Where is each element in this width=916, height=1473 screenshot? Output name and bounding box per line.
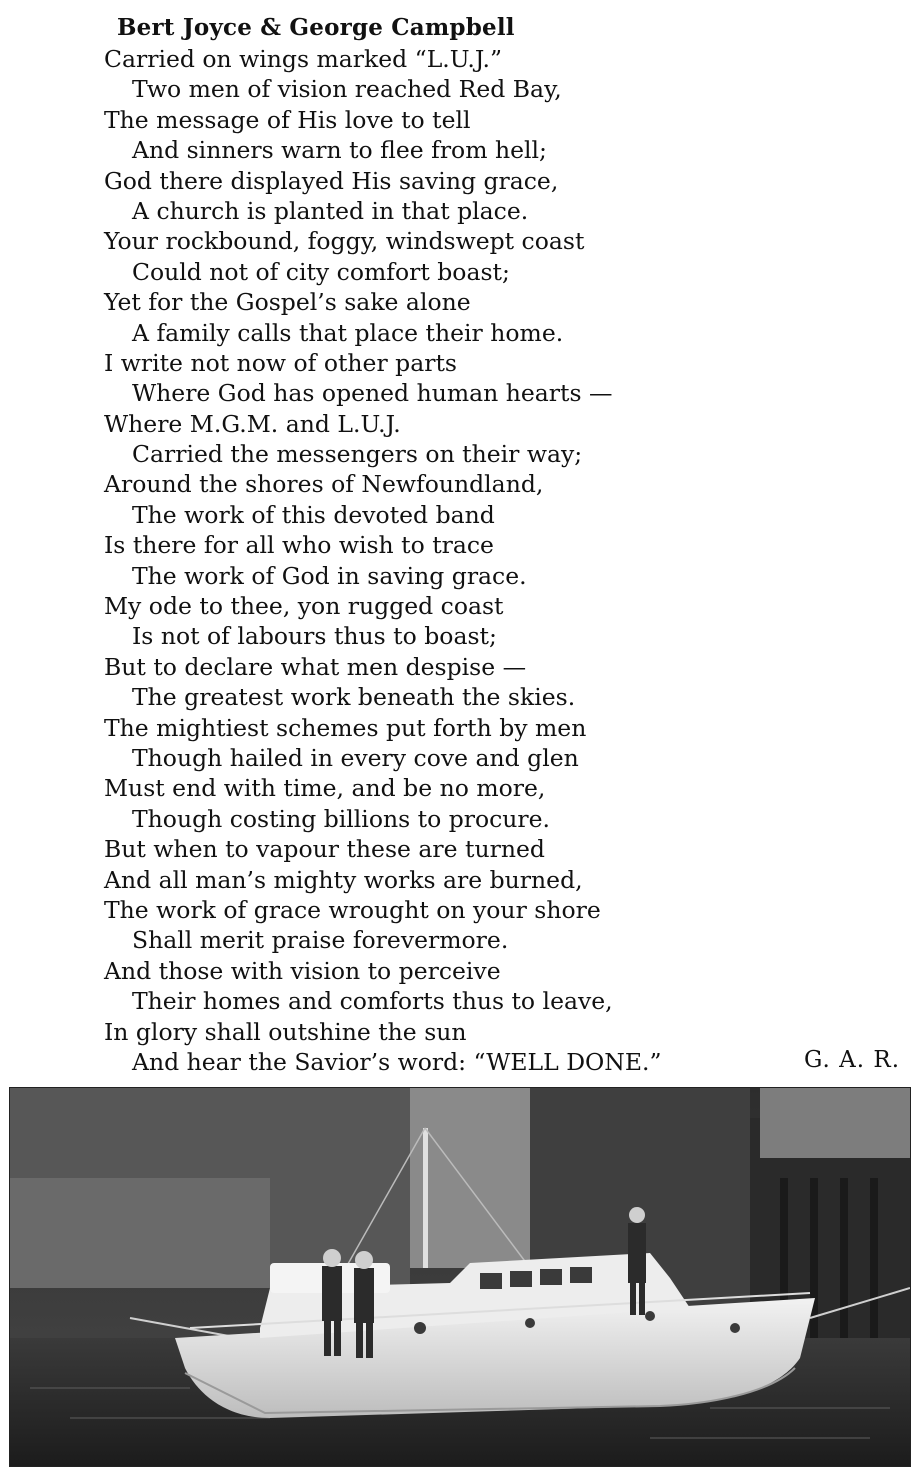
poem-line: I write not now of other parts (104, 348, 457, 377)
poem-line: And sinners warn to flee from hell; (132, 136, 547, 165)
poem-line: The work of this devoted band (132, 500, 495, 529)
poem-line: But to declare what men despise — (104, 652, 527, 681)
poem-line: The work of God in saving grace. (132, 561, 527, 590)
poem-line: Two men of vision reached Red Bay, (132, 75, 562, 104)
poem-line: The message of His love to tell (104, 105, 471, 134)
poem (104, 44, 662, 1077)
poem-line: Is there for all who wish to trace (104, 531, 494, 560)
poem-line: Must end with time, and be no more, (104, 774, 546, 803)
poem-line: In glory shall outshine the sun (104, 1017, 467, 1046)
poem-line: A family calls that place their home. (132, 318, 564, 347)
boat-photo (9, 1087, 911, 1467)
poem-line: The greatest work beneath the skies. (132, 683, 576, 712)
poem-line: Their homes and comforts thus to leave, (132, 987, 613, 1016)
poem-line: And those with vision to perceive (104, 956, 501, 985)
poem-line: Shall merit praise forevermore. (132, 926, 509, 955)
poem-line: A church is planted in that place. (132, 196, 529, 225)
poem-line: But when to vapour these are turned (104, 835, 545, 864)
boat-photo-image (10, 1088, 910, 1466)
poem-line: My ode to thee, yon rugged coast (104, 592, 504, 621)
poem-line: And hear the Savior’s word: “WELL DONE.” (132, 1047, 662, 1076)
poem-line: Where God has opened human hearts — (132, 379, 613, 408)
poem-line: Though hailed in every cove and glen (132, 743, 579, 772)
poem-line: Though costing billions to procure. (132, 804, 551, 833)
poem-line: The mightiest schemes put forth by men (104, 713, 587, 742)
signature: G. A. R. (804, 1047, 901, 1073)
poem-line: Carried the messengers on their way; (132, 440, 583, 469)
poem-line: Could not of city comfort boast; (132, 257, 510, 286)
poem-line: Is not of labours thus to boast; (132, 622, 497, 651)
poem-line: Where M.G.M. and L.U.J. (104, 409, 401, 438)
poem-line: Around the shores of Newfoundland, (104, 470, 544, 499)
poem-line: Your rockbound, foggy, windswept coast (104, 227, 585, 256)
poem-line: Yet for the Gospel’s sake alone (104, 288, 471, 317)
poem-line: God there displayed His saving grace, (104, 166, 559, 195)
poem-line: And all man’s mighty works are burned, (104, 865, 583, 894)
page-title: Bert Joyce & George Campbell (117, 14, 515, 41)
poem-line: The work of grace wrought on your shore (104, 895, 601, 924)
poem-line: Carried on wings marked “L.U.J.” (104, 45, 502, 73)
